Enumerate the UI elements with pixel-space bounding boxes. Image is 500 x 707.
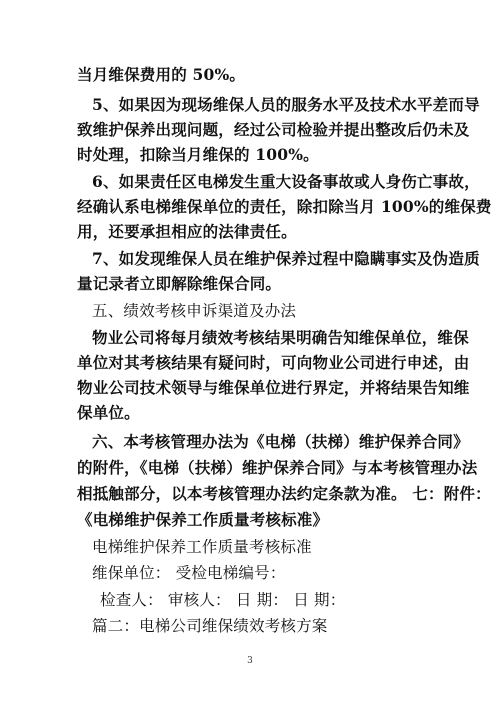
text-line: 用，还要承担相应的法律责任。 [77,222,297,241]
form-line: 维保单位： 受检电梯编号： [92,564,286,582]
section-heading: 五、绩效考核申诉渠道及办法 [92,302,297,320]
text-line: 相抵触部分，以本考核管理办法约定条款为准。 七：附件： [77,484,491,503]
text-line: 单位对其考核结果有疑问时，可向物业公司进行申述，由 [77,353,470,372]
text-line: 保单位。 [77,403,140,422]
text-line: 物业公司技术领导与维保单位进行界定，并将结果告知维 [77,378,470,397]
text-line: 经确认系电梯维保单位的责任，除扣除当月 100%的维保费 [77,197,492,216]
text-line: 六、本考核管理办法为《电梯（扶梯）维护保养合同》 [92,432,469,451]
text-line: 6、如果责任区电梯发生重大设备事故或人身伤亡事故， [92,172,480,191]
text-line: 7、如发现维保人员在维护保养过程中隐瞒事实及伪造质 [92,249,480,268]
text-line: 时处理，扣除当月维保的 100%。 [77,145,319,164]
text-line: 量记录者立即解除维保合同。 [77,274,282,293]
page-number: 3 [247,656,253,666]
text-line: 当月维保费用的 50%。 [77,65,246,84]
text-line: 致维护保养出现问题，经过公司检验并提出整改后仍未及 [77,120,470,139]
form-title: 电梯维护保养工作质量考核标准 [92,538,312,556]
text-line: 5、如果因为现场维保人员的服务水平及技术水平差而导 [92,95,480,114]
text-line: 《电梯维护保养工作质量考核标准》 [77,510,329,529]
form-line: 检查人： 审核人： 日 期： 日 期： [100,591,346,609]
text-line: 物业公司将每月绩效考核结果明确告知维保单位，维保 [92,328,469,347]
text-line: 的附件，《电梯（扶梯）维护保养合同》与本考核管理办法 [77,458,478,477]
section-heading: 篇二：电梯公司维保绩效考核方案 [92,617,328,635]
